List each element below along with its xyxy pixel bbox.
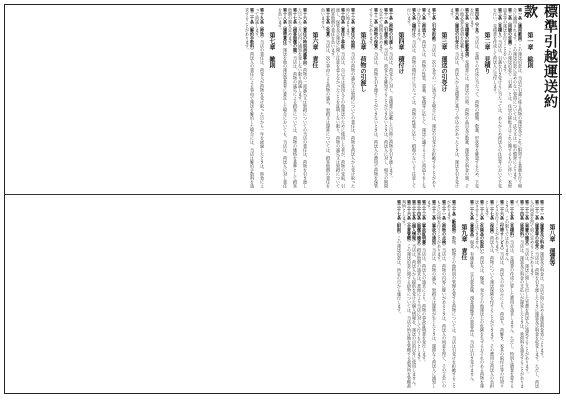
article-heading: 第二十条（解約手数料） — [250, 8, 255, 52]
article-body: 損害賠償の請求は、書面により当店に対して行うものとします。 — [417, 248, 422, 364]
article-heading: 第二十五条（見積料） — [510, 200, 515, 240]
article — [369, 8, 379, 190]
article — [321, 8, 331, 190]
article-heading: 第三十条（動植物） — [452, 200, 457, 236]
article-body: 当店は、次の事由による荷物の滅失、毀損又は遅延については、損害賠償の責任を負いません。 — [321, 8, 331, 188]
article-heading: 第二十一条（運賃及び料金） — [540, 200, 545, 252]
article-heading: 第十九条（時効） — [260, 8, 265, 40]
article — [346, 8, 356, 190]
band-divider — [4, 194, 562, 195]
chapter-heading: 第二章 見積り — [483, 32, 490, 74]
article — [503, 8, 513, 190]
article-heading: 第九条（積付け） — [412, 8, 417, 40]
article-body: 荷物の一部滅失又は毀損についての当店の責任は、荷物を引き渡した日から三月以内に通知を発しない限り消滅します。 — [298, 8, 308, 188]
article-heading: 第十一条（引渡不能） — [384, 8, 389, 48]
article-body: 当店は、見積書の作成に要した費用を請求しません。ただし、特別な調査を要するときは、この限りではありません。 — [505, 200, 515, 388]
article-body: 当店は、荷送人の請求により、荷物の事故証明書を発行します。 — [422, 248, 427, 364]
article — [515, 200, 525, 390]
article-body: 荷送人は、荷物の性質、重量、容積等に応じて、運送に適するように荷造りをしなければなりません。 — [417, 8, 427, 188]
article-heading: 第十二条（荷物の保管） — [374, 8, 379, 52]
document-title: 標準引越運送約款 — [522, 4, 558, 109]
article-body: 当店は、荷物の積付けに当たっては、荷物の性質に応じ、損傷のないよう注意して行います。 — [407, 8, 417, 188]
article — [475, 200, 485, 390]
article-heading: 第二十三条（実費の請求） — [525, 200, 530, 248]
article-body: 当店は、自己又は使用人その他運送のために使用した者が、荷物の受取、引渡し、保管及び運送に関し注意を怠らなかったことを証明しない限り、荷物の滅失又は毀損について損害賠償の責任を負います。 — [331, 8, 346, 188]
article-body: 当店は、荷物の滅失による損害については、荷物の価格を基準として損害賠償の額を定めます。 — [288, 8, 298, 188]
article — [460, 8, 470, 190]
article-heading: 第四条（下見） — [475, 8, 480, 36]
article-heading: 第一条（適用範囲） — [518, 8, 523, 44]
article-body: この運送約款は、当店が引越に係る荷物の運送及びこれに附帯する業務を行う場合に適用されます。この運送約款に定めのない事項については、法令又は一般の慣習によります。 — [513, 8, 523, 188]
article-heading: 第七条（引受拒絶） — [432, 8, 437, 44]
article-body: この運送約款に関する紛争については、当店の所在地を管轄する裁判所を管轄裁判所とします。 — [402, 200, 412, 388]
article — [379, 8, 389, 190]
article-body: 動物、植物その他特別の管理を要する荷物については、当店は引受けを拒絶することがあります。 — [447, 200, 457, 388]
chapter-heading: 第七章 雑則 — [268, 32, 275, 68]
article — [493, 8, 503, 190]
article-body: 当店は、荷物の内容に疑いがあるときは、荷送人の同意を得て、その立会いのもとに点検を行うことがあります。 — [437, 200, 447, 388]
article-heading: 第八条（荷造り） — [422, 8, 427, 40]
article-body: 当店は、荷物を引き渡すことができないときは、荷送人の費用で荷物を保管することがあります。 — [369, 8, 379, 188]
chapter-heading: 第五章 荷物の引渡し — [359, 32, 366, 92]
article — [255, 8, 265, 190]
article — [298, 8, 308, 190]
article-heading: 第二十二条（運賃等の収受） — [535, 200, 540, 252]
article-heading: 第十八条（連帯責任） — [283, 8, 288, 48]
article-heading: 第十七条（損害賠償の額） — [293, 8, 298, 56]
article — [540, 200, 545, 390]
article — [470, 8, 480, 190]
article-body: 当店は、荷受人に対し、見積書に記載した日時に荷物を引き渡します。 — [389, 52, 394, 180]
article — [427, 8, 437, 190]
article-heading: 第十五条（免責） — [326, 8, 331, 40]
article-heading: 第三十六条（合意管轄） — [407, 200, 412, 244]
article — [447, 200, 457, 390]
article-heading: 第三条（見積り） — [498, 8, 503, 40]
article — [485, 200, 495, 390]
article-heading: 第十条（荷物の引渡し） — [389, 8, 394, 52]
article — [495, 200, 505, 390]
article-body: 当店は、荷送人から提供を受けた個人情報を、運送の目的以外に使用しません。 — [412, 244, 417, 388]
article-heading: 第二条（用語の定義） — [508, 8, 513, 48]
article-body: 当店の荷物の滅失又は毀損についての責任は、荷物を荷送人から受け取った時に始まります。 — [346, 8, 356, 188]
article-heading: 第五条（見積書の記載事項） — [465, 8, 470, 60]
article — [450, 8, 460, 190]
chapter-heading: 第九章 責任 — [460, 224, 467, 260]
article-heading: 第三十七条（附則） — [397, 200, 402, 236]
article-body: 当店は、運送に関し支出した実費を荷送人に請求することがあります。 — [525, 248, 530, 376]
article-body: 当店は、荷送人の申込みにより、荷造り、荷解き、家具の取付け等の付帯サービスを行うことがあります。 — [495, 200, 505, 388]
article-heading: 第二十六条（付帯サービス） — [500, 200, 505, 252]
top-text-band — [8, 8, 536, 190]
article-body: 当店は、荷物の滅失、毀損又は遅延が生じたときは、遅滞なく荷送人に通知します。 — [427, 200, 437, 388]
bottom-text-band — [8, 200, 558, 390]
article — [437, 200, 447, 390]
article-heading: 第三十三条（事故証明書） — [422, 200, 427, 248]
article — [530, 200, 540, 390]
article-body: 運賃及び料金は、当店が別に定める運賃料金表によります。 — [540, 252, 545, 360]
article-heading: 第六条（運送の引受け） — [455, 8, 460, 52]
article-heading: 第三十四条（賠償の請求） — [417, 200, 422, 248]
article-body: 当店は、荷送人から見積書に基づく申込みがあったときは、運送を引き受けます。 — [450, 8, 460, 188]
article — [278, 8, 288, 190]
article-heading: 第二十九条（貴重品） — [470, 200, 475, 240]
article-body: 荷送人は、爆発、発火その他運送上の危険を生ずるおそれのある荷物を運送させることはできません。 — [475, 200, 485, 388]
article-body: 当店は、次の各号の一に該当する場合には、運送の引受けを拒絶することがあります。 — [427, 8, 437, 188]
article-heading: 第二十八条（危険品の取扱い） — [480, 200, 485, 256]
article-heading: 第十四条（責任と挙証） — [341, 8, 346, 52]
article-body: 見積書には、運送の日時、荷物の品目及び数量、運賃及び料金の額、その他必要な事項を記載します。 — [460, 8, 470, 188]
article-heading: 第十三条（責任の始期） — [351, 8, 356, 52]
article-body: 運送を他の運送事業者に委託した場合においても、当店は、荷送人に対し責任を負います。 — [278, 8, 288, 188]
article-body: 現金、有価証券、宝石貴金属、預金通帳等の貴重品は、当店は引き受けません。 — [470, 240, 475, 384]
article — [245, 8, 255, 190]
article — [288, 8, 298, 190]
chapter-heading: 第三章 運送の引受け — [440, 32, 447, 92]
article — [331, 8, 346, 190]
article-body: 荷送人は、荷物について運送保険を付することができます。その費用は荷送人の負担とします。 — [485, 200, 495, 388]
article — [427, 200, 437, 390]
chapter-heading: 第六章 責任 — [311, 32, 318, 68]
article-body: 荷送人の責任による事由で運送を解約した場合には、当店は解約手数料を請求することがあります。 — [245, 8, 255, 188]
article-body: 当店は、運賃及び料金の支払いが遅延したときは、延滞料を請求することがあります。 — [515, 200, 525, 388]
chapter-heading: 第四章 積付け — [397, 32, 404, 74]
article-heading: 第十六条（責任の特別消滅事由） — [303, 8, 308, 68]
article-heading: 第二十四条（延滞料） — [520, 200, 525, 240]
article-body: 当店は、見積りの作成に当たって、荷物の種類、数量、形状等を確認するため、下見を行います。 — [470, 8, 480, 188]
article — [505, 200, 515, 390]
article-body: この運送約款は、所定の日から施行します。 — [397, 236, 402, 316]
article-body: 当店は、荷物を引き渡したときに運賃及び料金を収受します。ただし、荷送人の同意を得て別に定めることがあります。 — [530, 200, 540, 388]
chapter-heading: 第八章 運賃等 — [548, 224, 555, 266]
article — [402, 200, 412, 390]
article — [389, 8, 394, 190]
article-body: 当店は、荷受人を確知することができないときは、荷送人に対し、相当の期間を定めて指図を求めます。 — [379, 8, 389, 188]
article — [513, 8, 523, 190]
article-heading: 第三十二条（事故の通知） — [432, 200, 437, 248]
article-heading: 第二十七条（保険） — [490, 200, 495, 236]
article-heading: 第三十一条（荷物の点検） — [442, 200, 447, 248]
chapter-heading: 第一章 総則 — [526, 32, 533, 68]
article-body: 当店は、引越を引き受けるに当たっては、あらかじめ荷送人の住居等において下見を行い、見積書を作成して荷送人に交付します。 — [493, 8, 503, 188]
article — [417, 8, 427, 190]
article — [407, 8, 417, 190]
article-body: 当店の責任は、荷受人が荷物を受け取った日から一年を経過したときは、時効によって消滅します。 — [255, 8, 265, 188]
article-body: この運送約款で「引越」とは、住居の移転又はこれに類するものに伴い、家財道具等の運送を行うことをいいます。 — [503, 8, 513, 188]
article-heading: 第三十五条（個人情報） — [412, 200, 417, 244]
